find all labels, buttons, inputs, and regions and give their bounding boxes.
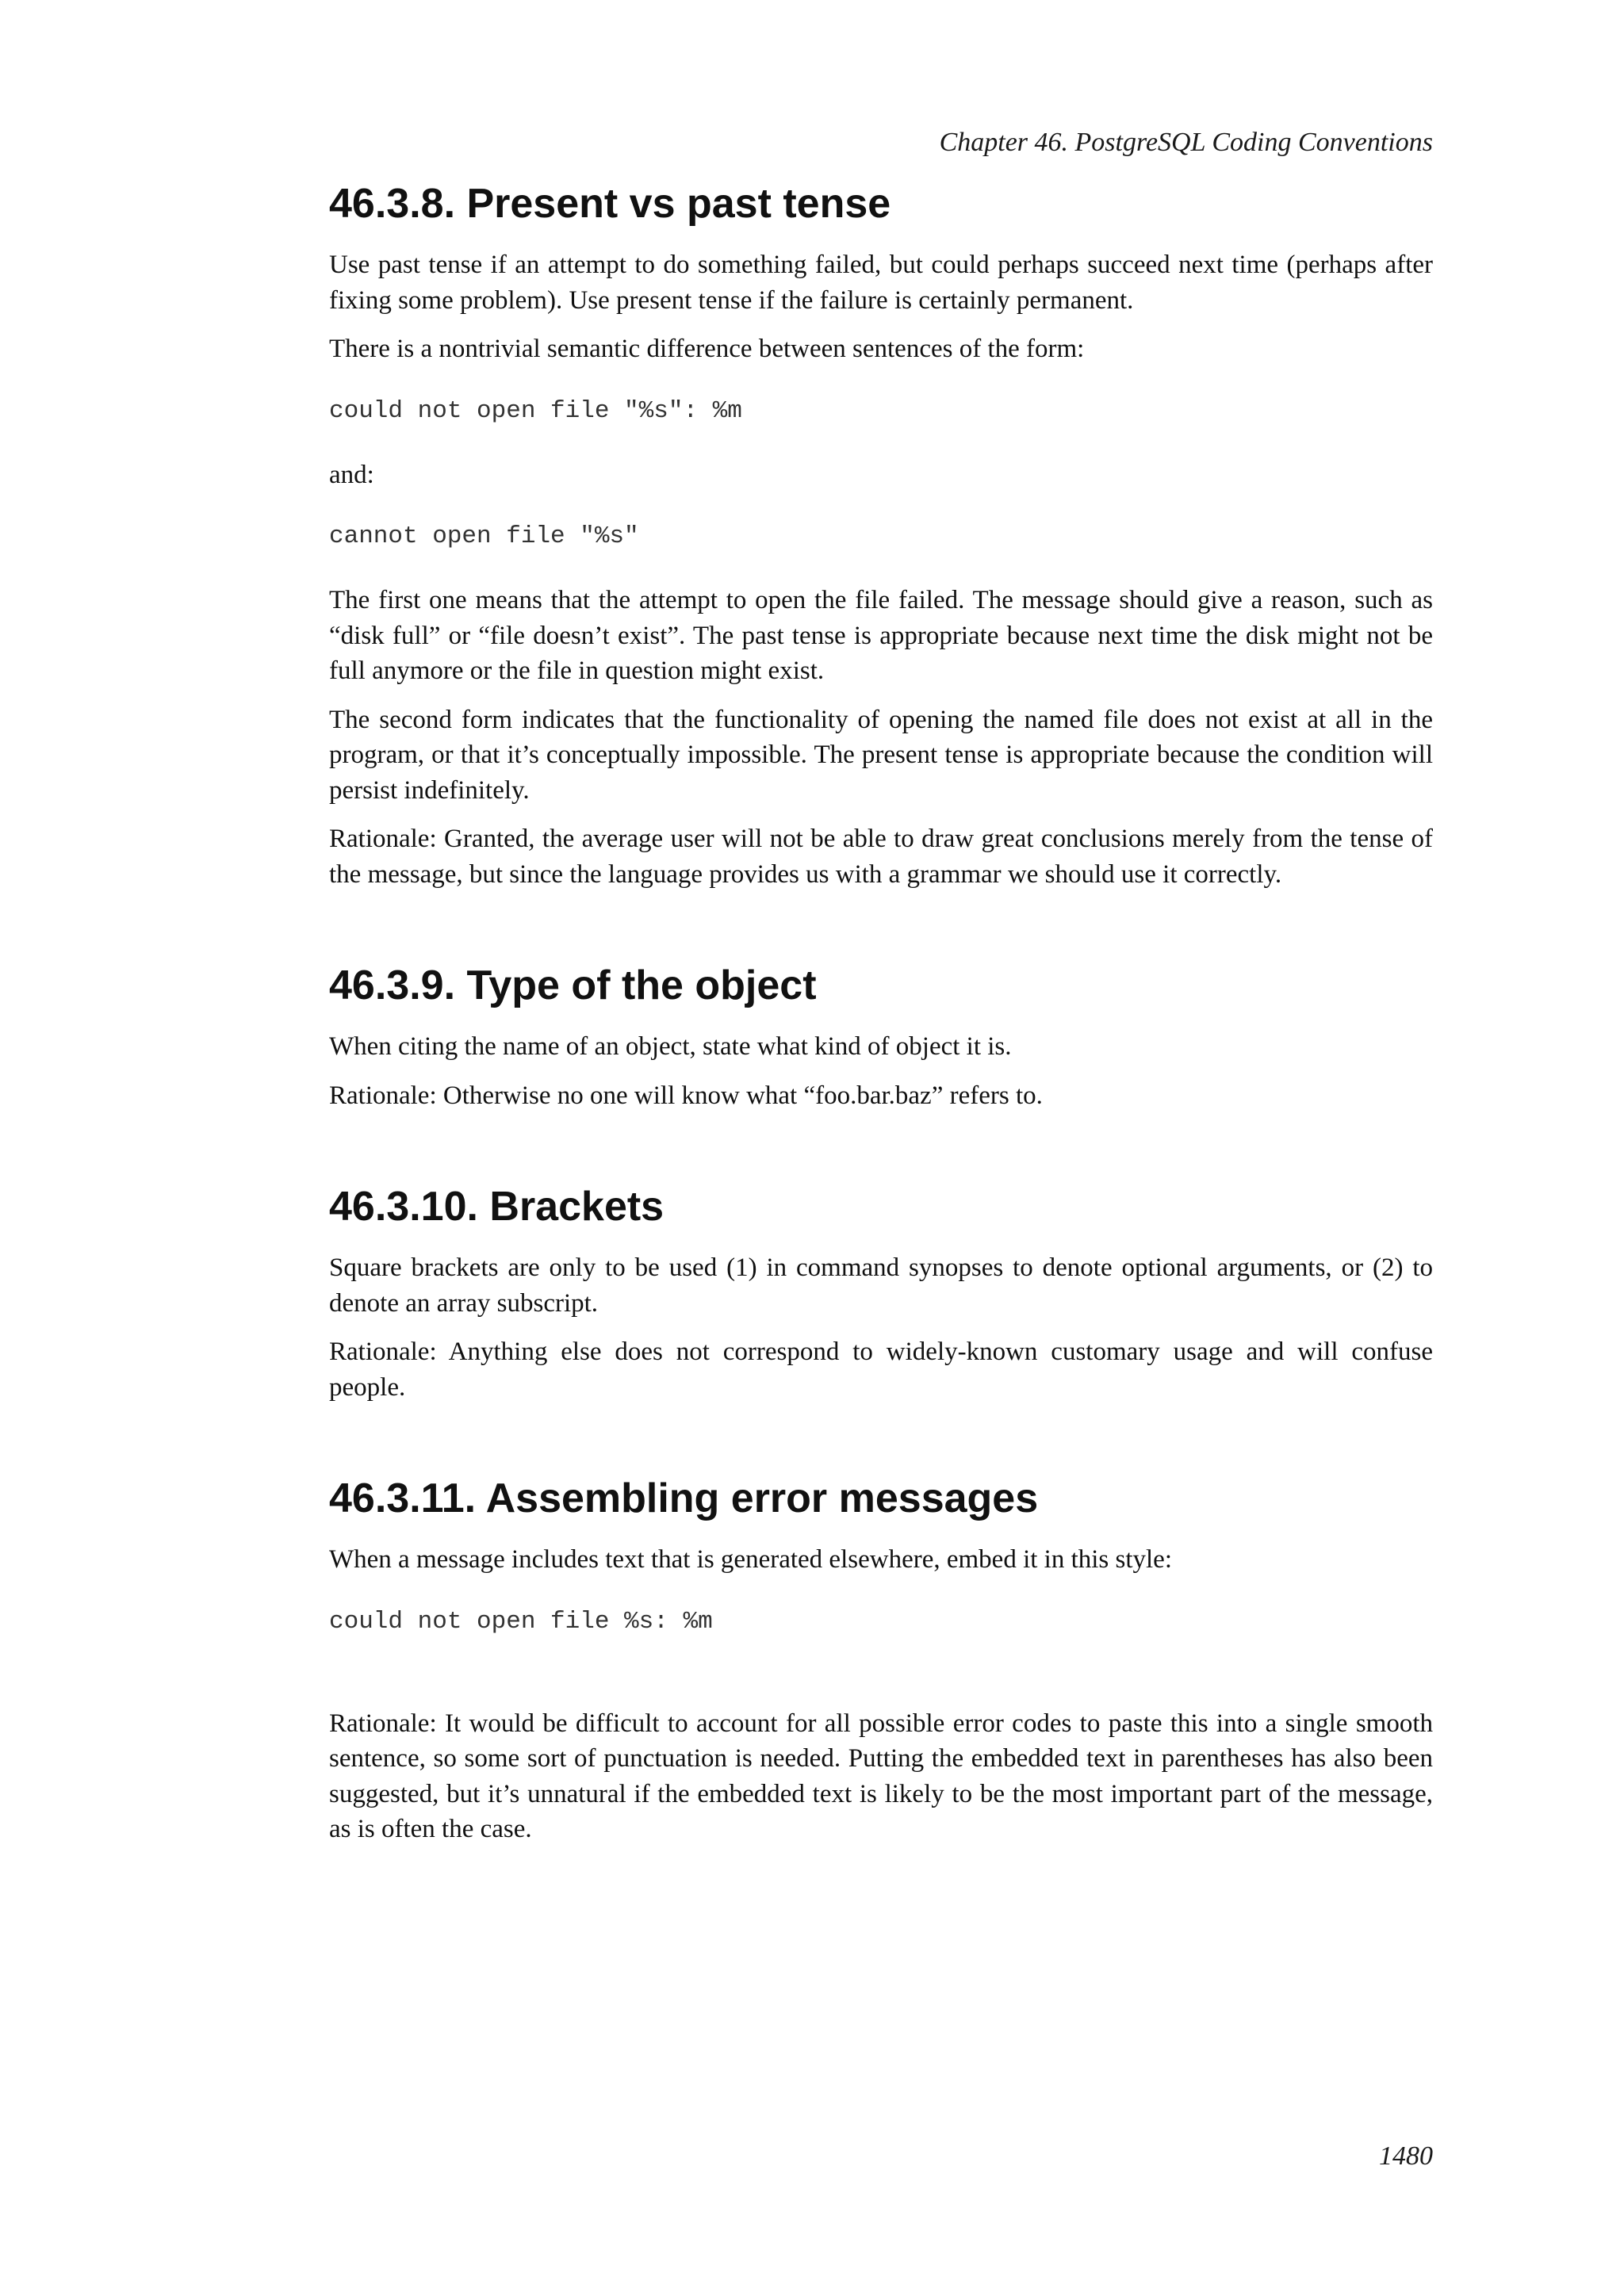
paragraph: Use past tense if an attempt to do something failed, but could perhaps succeed next time (perhaps after fixing some problem). Use present tense if the failure is certainly permanent.	[329, 251, 1433, 315]
paragraph: When a message includes text that is generated elsewhere, embed it in this style:	[329, 1545, 1172, 1574]
section-spacer	[329, 905, 1433, 961]
section-title: 46.3.8. Present vs past tense	[329, 181, 891, 227]
code-example: could not open file %s: %m	[329, 1607, 713, 1636]
paragraph: Rationale: Granted, the average user will not be able to draw great conclusions merely from the tense of the message, but since the language provides us with a grammar we should use it correctly.	[329, 825, 1433, 889]
paragraph: Rationale: It would be difficult to account for all possible error codes to paste this into a single smooth sentence, so some sort of punctuation is needed. Putting the embedded text in parentheses has also been suggested, but it’s unnatural if the embedded text is likely to be the most important part of the message, as is often the case.	[329, 1709, 1433, 1843]
section-type-of-object	[329, 961, 1433, 1113]
running-header: Chapter 46. PostgreSQL Coding Conventions	[939, 128, 1433, 157]
paragraph: There is a nontrivial semantic difference between sentences of the form:	[329, 335, 1085, 363]
section-title: 46.3.11. Assembling error messages	[329, 1475, 1039, 1521]
paragraph: Rationale: Anything else does not correspond to widely-known customary usage and will confuse people.	[329, 1337, 1433, 1402]
section-brackets	[329, 1182, 1433, 1405]
paragraph: and:	[329, 460, 374, 489]
page-number: 1480	[1379, 2141, 1433, 2171]
section-title: 46.3.9. Type of the object	[329, 962, 817, 1008]
section-spacer	[329, 1418, 1433, 1474]
page-content	[329, 179, 1433, 1861]
paragraph: When citing the name of an object, state what kind of object it is.	[329, 1032, 1012, 1061]
section-present-vs-past-tense	[329, 179, 1433, 892]
section-spacer	[329, 1127, 1433, 1182]
code-example: cannot open file "%s"	[329, 522, 639, 550]
code-example: could not open file "%s": %m	[329, 396, 742, 425]
document-page	[329, 0, 1433, 2296]
paragraph: Square brackets are only to be used (1) in command synopses to denote optional arguments, or (2) to denote an array subscript.	[329, 1253, 1433, 1318]
paragraph: The second form indicates that the functionality of opening the named file does not exist at all in the program, or that it’s conceptually impossible. The present tense is appropriate because the condition will persist indefinitely.	[329, 705, 1433, 805]
section-assembling-error-messages	[329, 1474, 1433, 1847]
paragraph: Rationale: Otherwise no one will know what “foo.bar.baz” refers to.	[329, 1081, 1043, 1110]
section-title: 46.3.10. Brackets	[329, 1184, 665, 1230]
paragraph: The first one means that the attempt to open the file failed. The message should give a reason, such as “disk full” or “file doesn’t exist”. The past tense is appropriate because next time the disk might not be full anymore or the file in question might exist.	[329, 586, 1433, 685]
